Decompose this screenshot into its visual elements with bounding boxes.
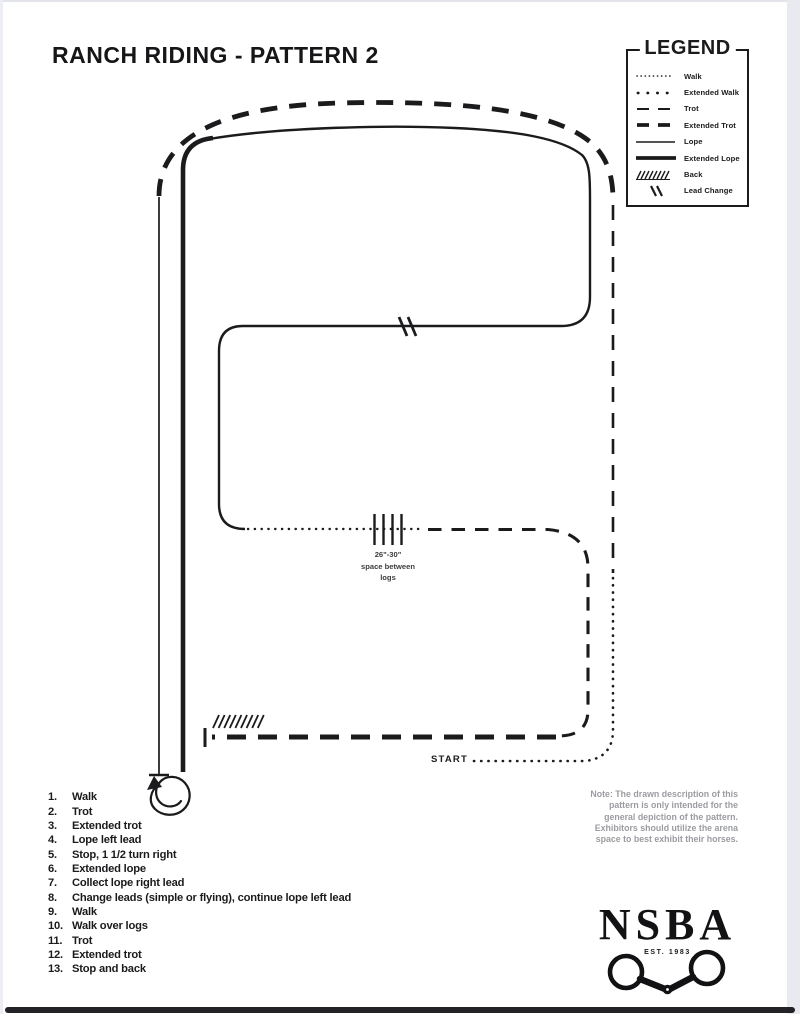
legend-label: Extended Trot (684, 120, 736, 130)
maneuver-text: Walk (72, 791, 97, 804)
legend-label: Lope (684, 137, 703, 147)
extended-trot-line-icon (635, 119, 677, 131)
start-label: START (431, 754, 468, 765)
maneuver-item (48, 790, 351, 804)
walk-line-icon (635, 70, 677, 82)
note-line: space to best exhibit their horses. (595, 834, 738, 845)
nsba-logo-text: NSBA (598, 900, 737, 949)
maneuver-number: 1. (48, 791, 57, 804)
page-title: RANCH RIDING - PATTERN 2 (52, 42, 379, 68)
maneuver-number: 2. (48, 805, 57, 818)
maneuver-number: 10. (48, 920, 63, 933)
legend-row-trot (628, 101, 747, 117)
legend-label: Extended Walk (684, 88, 740, 98)
maneuver-list (48, 790, 351, 976)
extended-walk-line-icon (635, 87, 677, 99)
legend-label: Back (684, 170, 703, 180)
note-line: Note: The drawn description of this (590, 789, 738, 799)
logs-note-line3: logs (380, 573, 396, 582)
legend-row-walk (628, 68, 747, 84)
legend-label: Trot (684, 104, 699, 114)
maneuver-number: 4. (48, 834, 57, 847)
maneuver-text: Extended trot (72, 948, 142, 961)
walk-start-path (474, 576, 613, 761)
maneuver-item (48, 919, 351, 933)
legend-label: Lead Change (684, 186, 733, 196)
maneuver-number: 13. (48, 963, 63, 976)
maneuver-item (48, 804, 351, 818)
maneuver-number: 11. (48, 934, 63, 947)
trot-mid-path (428, 530, 588, 737)
legend-row-extended-lope (628, 150, 747, 166)
logs-note-line2: space between (360, 561, 416, 571)
maneuver-item (48, 876, 351, 890)
back-hatch-icon (635, 169, 677, 181)
maneuver-item (48, 819, 351, 833)
legend-row-lope (628, 134, 747, 150)
maneuver-number: 12. (48, 948, 63, 961)
legend-label: Extended Lope (684, 153, 740, 163)
nsba-logo (575, 900, 760, 956)
maneuver-number: 7. (48, 877, 57, 890)
maneuver-text: Extended trot (72, 819, 142, 832)
maneuver-number: 3. (48, 819, 57, 832)
maneuver-text: Stop and back (72, 963, 146, 976)
legend-title: LEGEND (639, 37, 735, 60)
legend-rows (628, 68, 747, 199)
legend-row-lead-change (628, 183, 747, 199)
legend-label: Walk (684, 71, 702, 81)
maneuver-text: Trot (72, 934, 93, 947)
extended-lope-path (183, 138, 213, 772)
maneuver-text: Lope left lead (72, 834, 142, 847)
lope-loop-path (209, 127, 590, 529)
logs-spacing-note (338, 549, 438, 584)
note-line: general depiction of the pattern. (604, 811, 738, 822)
extended-trot-arc-path (159, 102, 613, 200)
disclaimer-note (590, 789, 738, 845)
maneuver-number: 8. (48, 891, 57, 904)
maneuver-item (48, 862, 351, 876)
maneuver-text: Change leads (simple or flying), continue lope left lead (72, 891, 352, 904)
maneuver-number: 5. (48, 848, 57, 861)
lope-line-icon (635, 136, 677, 148)
extended-lope-line-icon (635, 152, 677, 164)
maneuver-text: Extended lope (72, 862, 146, 875)
maneuver-number: 9. (48, 905, 57, 918)
maneuver-text: Walk over logs (72, 920, 148, 933)
note-line: pattern is only intended for the (608, 800, 738, 811)
maneuver-item (48, 847, 351, 861)
maneuver-number: 6. (48, 862, 57, 875)
maneuver-item (48, 890, 351, 904)
maneuver-text: Trot (72, 805, 93, 818)
maneuver-item (48, 962, 351, 976)
maneuver-item (48, 948, 351, 962)
note-line: Exhibitors should utilize the arena (594, 822, 738, 833)
maneuver-item (48, 933, 351, 947)
logs-note-line1: 26"-30" (374, 550, 402, 559)
lead-change-icon (635, 185, 677, 197)
maneuver-text: Stop, 1 1/2 turn right (72, 848, 177, 861)
legend-row-extended-trot (628, 117, 747, 133)
maneuver-item (48, 905, 351, 919)
legend-row-back (628, 166, 747, 182)
nsba-est-text: EST. 1983 (641, 949, 694, 956)
trot-line-icon (635, 103, 677, 115)
maneuver-text: Walk (72, 905, 97, 918)
legend-row-extended-walk (628, 84, 747, 100)
maneuver-text: Collect lope right lead (72, 877, 185, 890)
maneuver-item (48, 833, 351, 847)
back-hatch-mark (213, 715, 264, 728)
legend-box (626, 37, 749, 207)
